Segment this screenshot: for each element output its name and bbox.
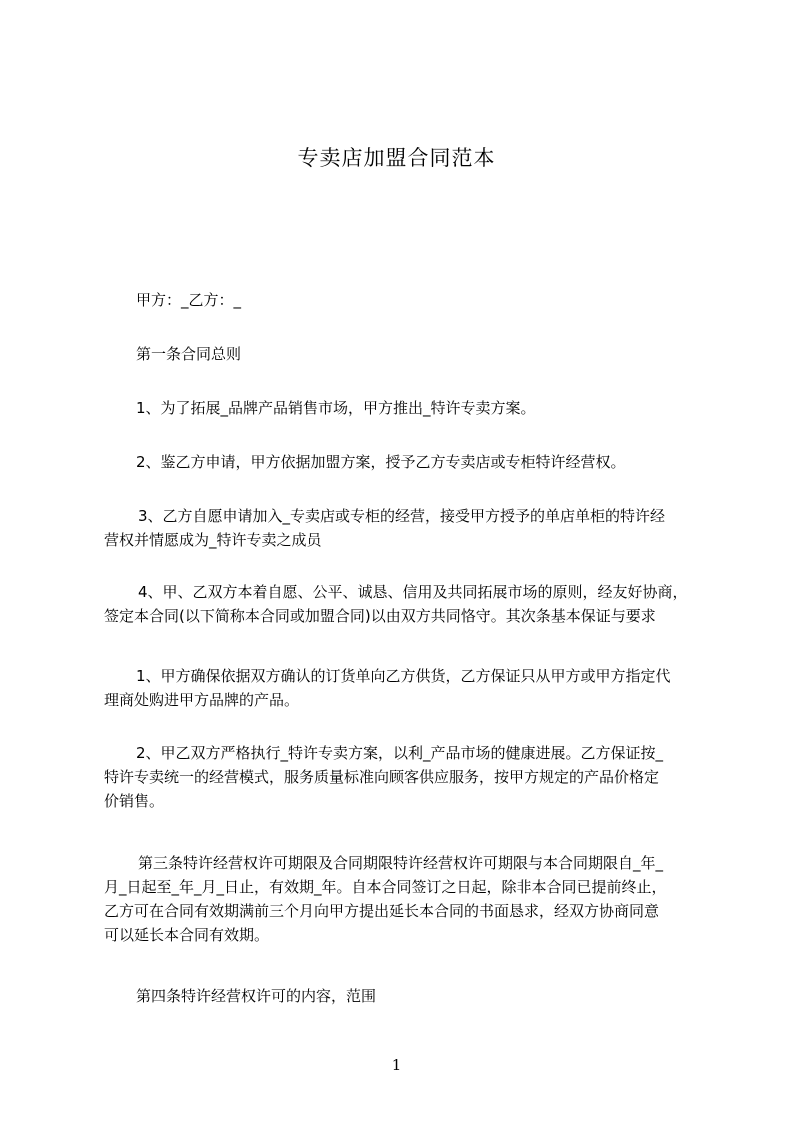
paragraph-line: 可以延长本合同有效期。 <box>104 926 270 944</box>
article-4-heading: 第四条特许经营权许可的内容，范围 <box>136 987 377 1005</box>
paragraph-line: 签定本合同(以下简称本合同或加盟合同)以由双方共同恪守。其次条基本保证与要求 <box>104 607 656 625</box>
article-1-item-3 <box>104 504 710 552</box>
article-2-item-1 <box>104 664 710 712</box>
article-1-item-1: 1、为了拓展_品牌产品销售市场，甲方推出_特许专卖方案。 <box>136 399 536 417</box>
paragraph-line: 价销售。 <box>104 792 165 810</box>
paragraph-line: 特许专卖统一的经营模式，服务质量标准向顾客供应服务，按甲方规定的产品价格定 <box>104 768 660 786</box>
page-number: 1 <box>391 1056 402 1074</box>
paragraph-line: 第三条特许经营权许可期限及合同期限特许经营权许可期限与本合同期限自_年_ <box>138 854 664 872</box>
paragraph-line: 月_日起至_年_月_日止，有效期_年。自本合同签订之日起，除非本合同已提前终止， <box>104 878 667 896</box>
article-1-heading: 第一条合同总则 <box>136 345 242 363</box>
parties-line: 甲方：_乙方：_ <box>136 291 242 309</box>
paragraph-line: 4、甲、乙双方本着自愿、公平、诚恳、信用及共同拓展市场的原则，经友好协商， <box>138 583 688 601</box>
document-title: 专卖店加盟合同范本 <box>297 146 496 170</box>
article-2-item-2 <box>104 741 710 813</box>
paragraph-line: 乙方可在合同有效期满前三个月向甲方提出延长本合同的书面恳求，经双方协商同意 <box>104 902 660 920</box>
article-1-item-4 <box>104 580 710 628</box>
article-1-item-2: 2、鉴乙方申请，甲方依据加盟方案，授予乙方专卖店或专柜特许经营权。 <box>136 453 626 471</box>
paragraph-line: 2、甲乙双方严格执行_特许专卖方案，以利_产品市场的健康进展。乙方保证按_ <box>136 744 664 762</box>
paragraph-line: 1、甲方确保依据双方确认的订货单向乙方供货，乙方保证只从甲方或甲方指定代 <box>136 667 671 685</box>
paragraph-line: 营权并情愿成为_特许专卖之成员 <box>104 531 322 549</box>
paragraph-line: 3、乙方自愿申请加入_专卖店或专柜的经营，接受甲方授予的单店单柜的特许经 <box>138 507 666 525</box>
paragraph-line: 理商处购进甲方品牌的产品。 <box>104 691 300 709</box>
article-3 <box>104 851 710 947</box>
